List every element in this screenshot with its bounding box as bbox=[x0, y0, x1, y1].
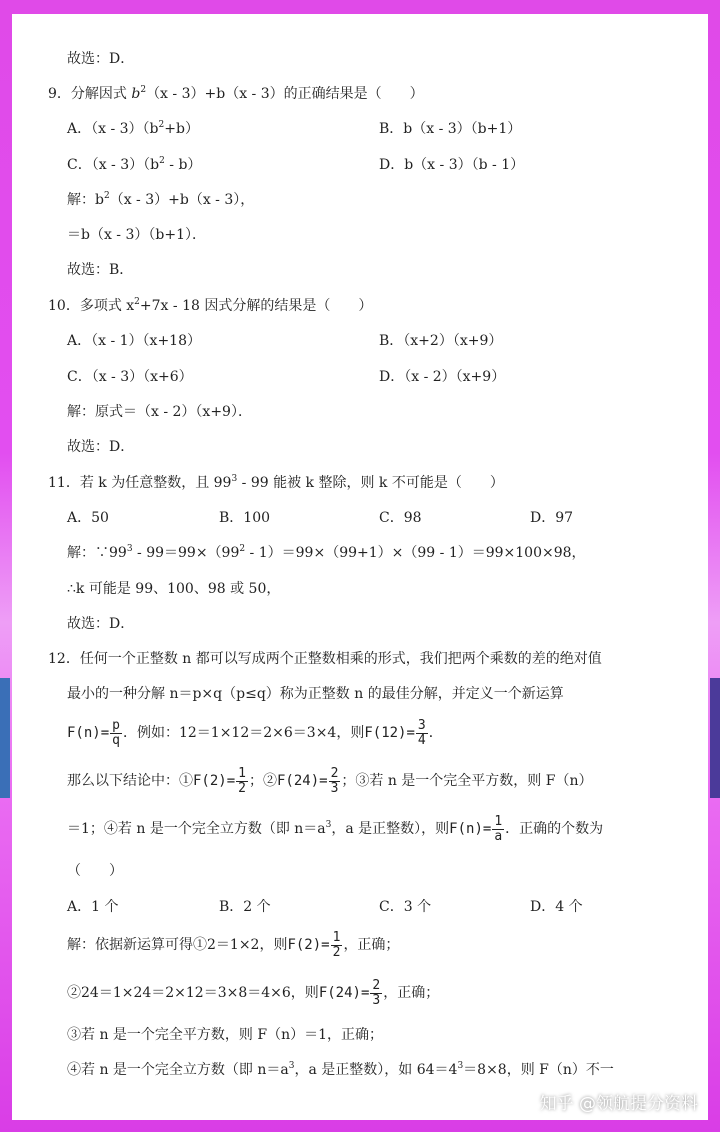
q9-answer: 故选：B． bbox=[67, 262, 134, 278]
q12-conclusions-line-1: 那么以下结论中：①F(2)= $\frac{1}{2}$ ；②F(24)= $\frac{2}{3}$ ；③若 n 是一个完全平方数，则 F（n） bbox=[67, 765, 593, 796]
q10-stem: 10．多项式 $x^2+7x - 18$ 因式分解的结果是（ ） bbox=[48, 297, 373, 314]
q10-solution: 解：原式＝（x - 2）（x+9）． bbox=[67, 404, 252, 420]
q12-definition: F(n)= $\frac{p}{q}$ ．例如：12＝1×12＝2×6＝3×4，则F(12)= $\frac{3}{4}$ ． bbox=[67, 717, 443, 748]
prev-answer: 故选：D． bbox=[67, 51, 135, 67]
q11-option-c: C．98 bbox=[379, 510, 422, 526]
fraction-1-over-2: $\frac{1}{2}$ bbox=[238, 765, 246, 796]
document-page bbox=[12, 14, 708, 1120]
q11-option-b: B．100 bbox=[219, 510, 271, 526]
q11-option-a: A．50 bbox=[67, 510, 109, 526]
q12-solution-1: 解：依据新运算可得①2＝1×2，则F(2)= $\frac{1}{2}$ ，正确； bbox=[67, 929, 400, 960]
q12-solution-4: ④若 n 是一个完全立方数（即 $n=a^3$，a 是正整数），如 $64=4^3=8\times 8$，则 F（n）不一 bbox=[67, 1061, 614, 1078]
q12-option-a: A．1 个 bbox=[67, 899, 119, 915]
q9-option-a: A．$(x - 3)(b^2+b)$ bbox=[67, 120, 199, 137]
q12-option-b: B．2 个 bbox=[219, 899, 271, 915]
q9-option-c: C．$(x - 3)(b^2 - b)$ bbox=[67, 156, 202, 173]
left-decor-stripe bbox=[0, 678, 10, 798]
q10-option-d: D．（x - 2）（x+9） bbox=[379, 369, 506, 385]
fraction-1-over-a: $\frac{1}{a}$ bbox=[494, 813, 503, 844]
q9-stem: 9．分解因式 $b^2(x - 3)+b(x - 3)$的正确结果是（ ） bbox=[48, 85, 424, 102]
q12-option-c: C．3 个 bbox=[379, 899, 432, 915]
q12-conclusions-line-2: ＝1；④若 n 是一个完全立方数（即 $n=a^3$，a 是正整数），则F(n)= $\frac{1}{a}$ ．正确的个数为 bbox=[67, 813, 604, 844]
q9-solution-2: ＝b（x - 3）（b+1）． bbox=[67, 227, 206, 243]
q11-stem: 11．若 k 为任意整数，且 $99^3 - 99$ 能被 k 整除，则 k 不可能是（ ） bbox=[48, 474, 504, 491]
fraction-2-over-3: $\frac{2}{3}$ bbox=[330, 765, 339, 796]
q9-option-b: B．b（x - 3）（b+1） bbox=[379, 121, 522, 137]
fraction-p-over-q: $\frac{p}{q}$ bbox=[112, 717, 120, 748]
q12-solution-2: ②24＝1×24＝2×12＝3×8＝4×6，则F(24)= $\frac{2}{3}$ ，正确； bbox=[67, 977, 440, 1008]
q12-stem-1: 12．任何一个正整数 n 都可以写成两个正整数相乘的形式，我们把两个乘数的差的绝对值 bbox=[48, 651, 602, 667]
q12-answer-paren: （ ） bbox=[67, 863, 123, 879]
right-decor-stripe bbox=[710, 678, 720, 798]
q9-solution-1: 解：$b^2(x - 3)+b(x - 3)$， bbox=[67, 191, 255, 208]
fraction-2-over-3: $\frac{2}{3}$ bbox=[372, 977, 381, 1008]
watermark: 知乎 @领航提分资料 bbox=[539, 1094, 698, 1114]
q11-solution-2: ∴k 可能是 99、100、98 或 50， bbox=[67, 581, 281, 597]
fraction-3-over-4: $\frac{3}{4}$ bbox=[417, 717, 426, 748]
fraction-1-over-2: $\frac{1}{2}$ bbox=[332, 929, 341, 960]
q12-solution-3: ③若 n 是一个完全平方数，则 F（n）＝1，正确； bbox=[67, 1027, 384, 1043]
q11-answer: 故选：D． bbox=[67, 616, 135, 632]
q10-option-c: C．（x - 3）（x+6） bbox=[67, 369, 193, 385]
q11-solution-1: 解：$\because 99^3 - 99=99\times(99^2 - 1)=99\times(99+1)\times(99 - 1)=99\times 100\times 98$， bbox=[67, 544, 586, 561]
q10-answer: 故选：D． bbox=[67, 439, 135, 455]
q10-option-b: B．（x+2）（x+9） bbox=[379, 333, 503, 349]
q12-option-d: D．4 个 bbox=[530, 899, 583, 915]
q12-stem-2: 最小的一种分解 n＝p×q（p≤q）称为正整数 n 的最佳分解，并定义一个新运算 bbox=[67, 686, 564, 702]
q9-option-d: D．b（x - 3）（b - 1） bbox=[379, 157, 525, 173]
q11-option-d: D．97 bbox=[530, 510, 574, 526]
q10-option-a: A．（x - 1）（x+18） bbox=[67, 333, 201, 349]
